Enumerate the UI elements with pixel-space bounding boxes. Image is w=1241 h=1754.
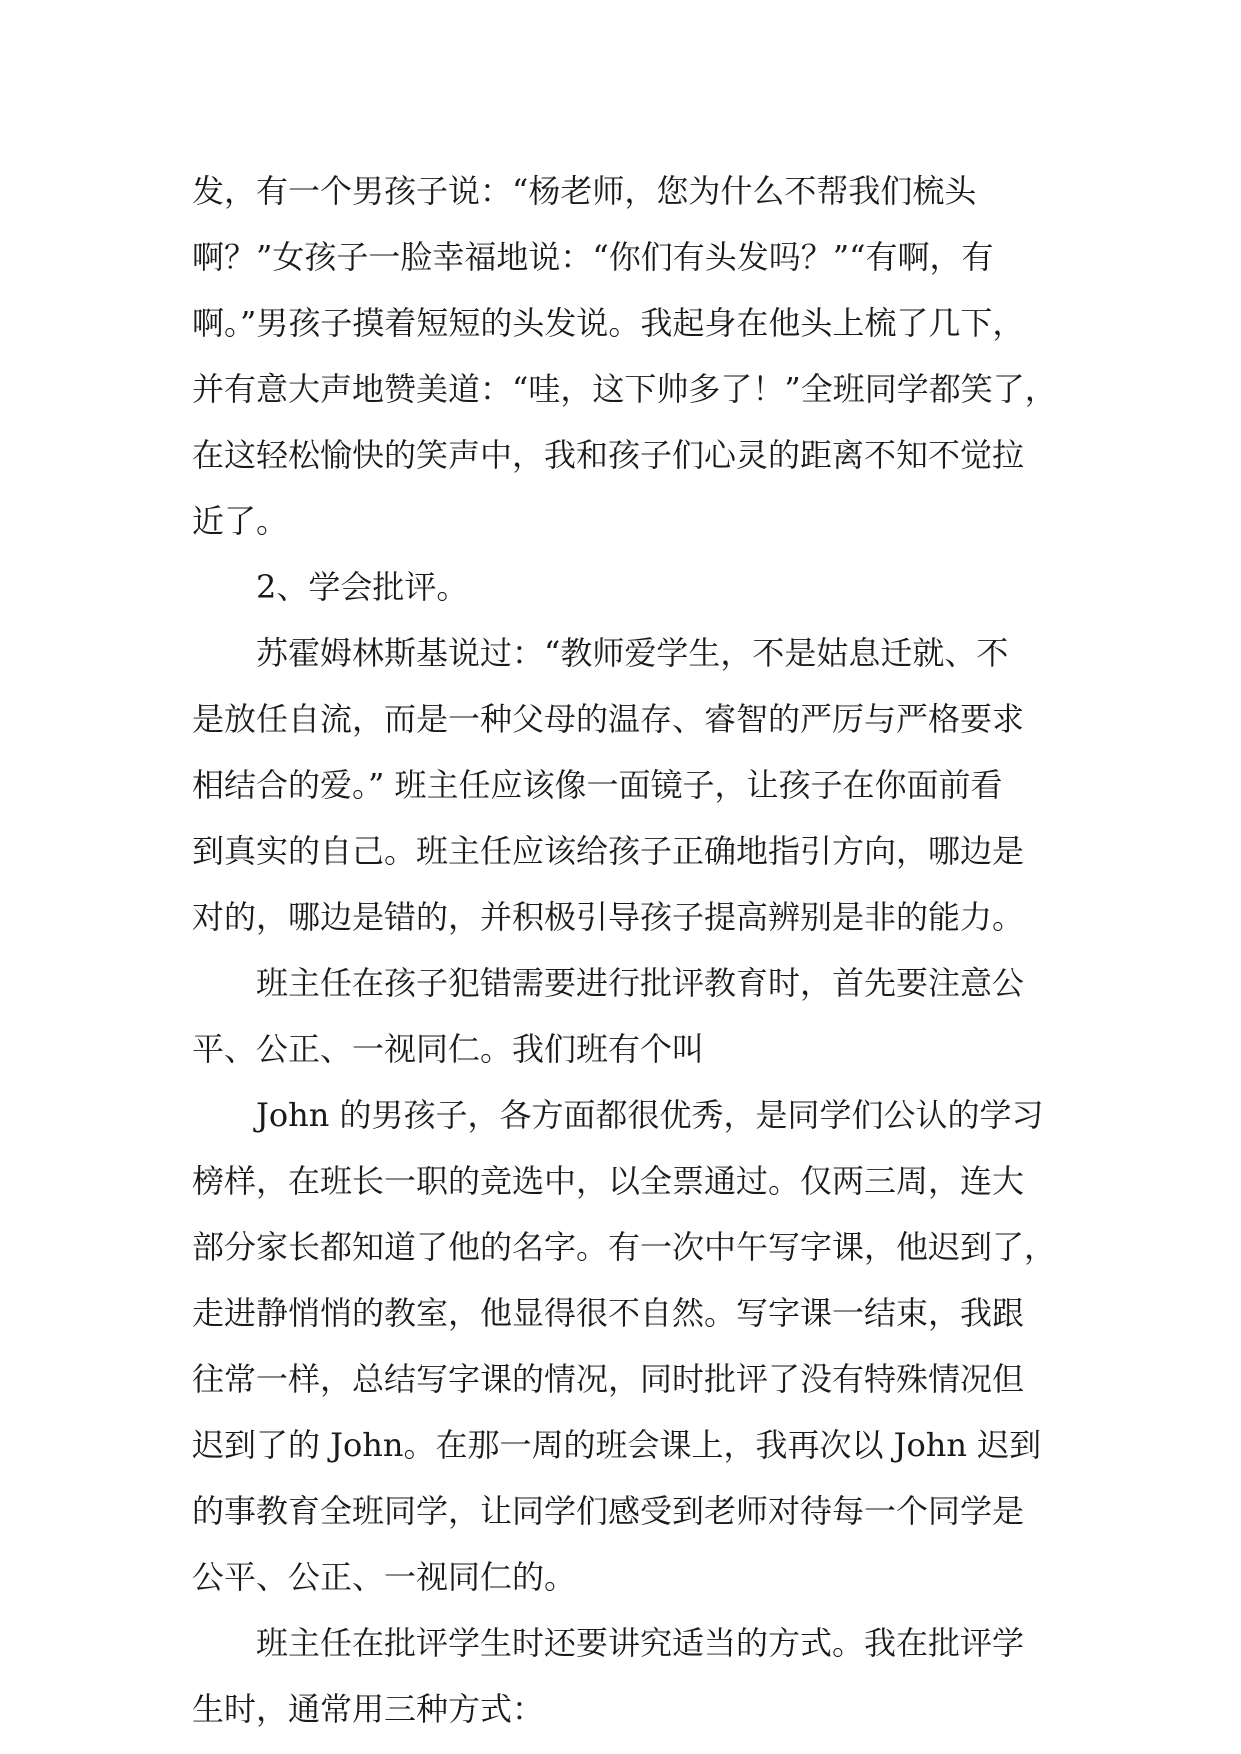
text-line: 是放任自流，而是一种父母的温存、睿智的严厉与严格要求 — [192, 700, 1025, 738]
text-line: 近了。 — [192, 502, 289, 540]
text-line: 公平、公正、一视同仁的。 — [192, 1558, 577, 1596]
text-line: 榜样，在班长一职的竞选中，以全票通过。仅两三周，连大 — [192, 1162, 1025, 1200]
text-line: 生时，通常用三种方式： — [192, 1690, 545, 1728]
text-line: 平、公正、一视同仁。我们班有个叫 — [192, 1030, 705, 1068]
text-line: 啊。”男孩子摸着短短的头发说。我起身在他头上梳了几下， — [192, 304, 1025, 342]
text-line: 并有意大声地赞美道：“哇，这下帅多了！”全班同学都笑了， — [192, 370, 1057, 408]
document-body — [192, 158, 1058, 1742]
paragraph-first-line: John 的男孩子，各方面都很优秀，是同学们公认的学习 — [256, 1096, 1044, 1134]
text-line: 相结合的爱。” 班主任应该像一面镜子，让孩子在你面前看 — [192, 766, 1003, 804]
text-line: 的事教育全班同学，让同学们感受到老师对待每一个同学是 — [192, 1492, 1025, 1530]
text-line: 迟到了的 John。在那一周的班会课上，我再次以 John 迟到 — [192, 1426, 1042, 1464]
text-line: 在这轻松愉快的笑声中，我和孩子们心灵的距离不知不觉拉 — [192, 436, 1025, 474]
paragraph-first-line: 班主任在孩子犯错需要进行批评教育时，首先要注意公 — [256, 964, 1025, 1002]
text-line: 走进静悄悄的教室，他显得很不自然。写字课一结束，我跟 — [192, 1294, 1025, 1332]
text-line: 到真实的自己。班主任应该给孩子正确地指引方向，哪边是 — [192, 832, 1025, 870]
section-heading: 2、学会批评。 — [256, 568, 469, 606]
text-line: 啊？”女孩子一脸幸福地说：“你们有头发吗？”“有啊，有 — [192, 238, 994, 276]
paragraph-first-line: 班主任在批评学生时还要讲究适当的方式。我在批评学 — [256, 1624, 1025, 1662]
text-line: 部分家长都知道了他的名字。有一次中午写字课，他迟到了， — [192, 1228, 1057, 1266]
text-line: 发，有一个男孩子说：“杨老师，您为什么不帮我们梳头 — [192, 172, 977, 210]
paragraph-first-line: 苏霍姆林斯基说过：“教师爱学生，不是姑息迁就、不 — [256, 634, 1009, 672]
text-line: 往常一样，总结写字课的情况，同时批评了没有特殊情况但 — [192, 1360, 1025, 1398]
text-line: 对的，哪边是错的，并积极引导孩子提高辨别是非的能力。 — [192, 898, 1025, 936]
